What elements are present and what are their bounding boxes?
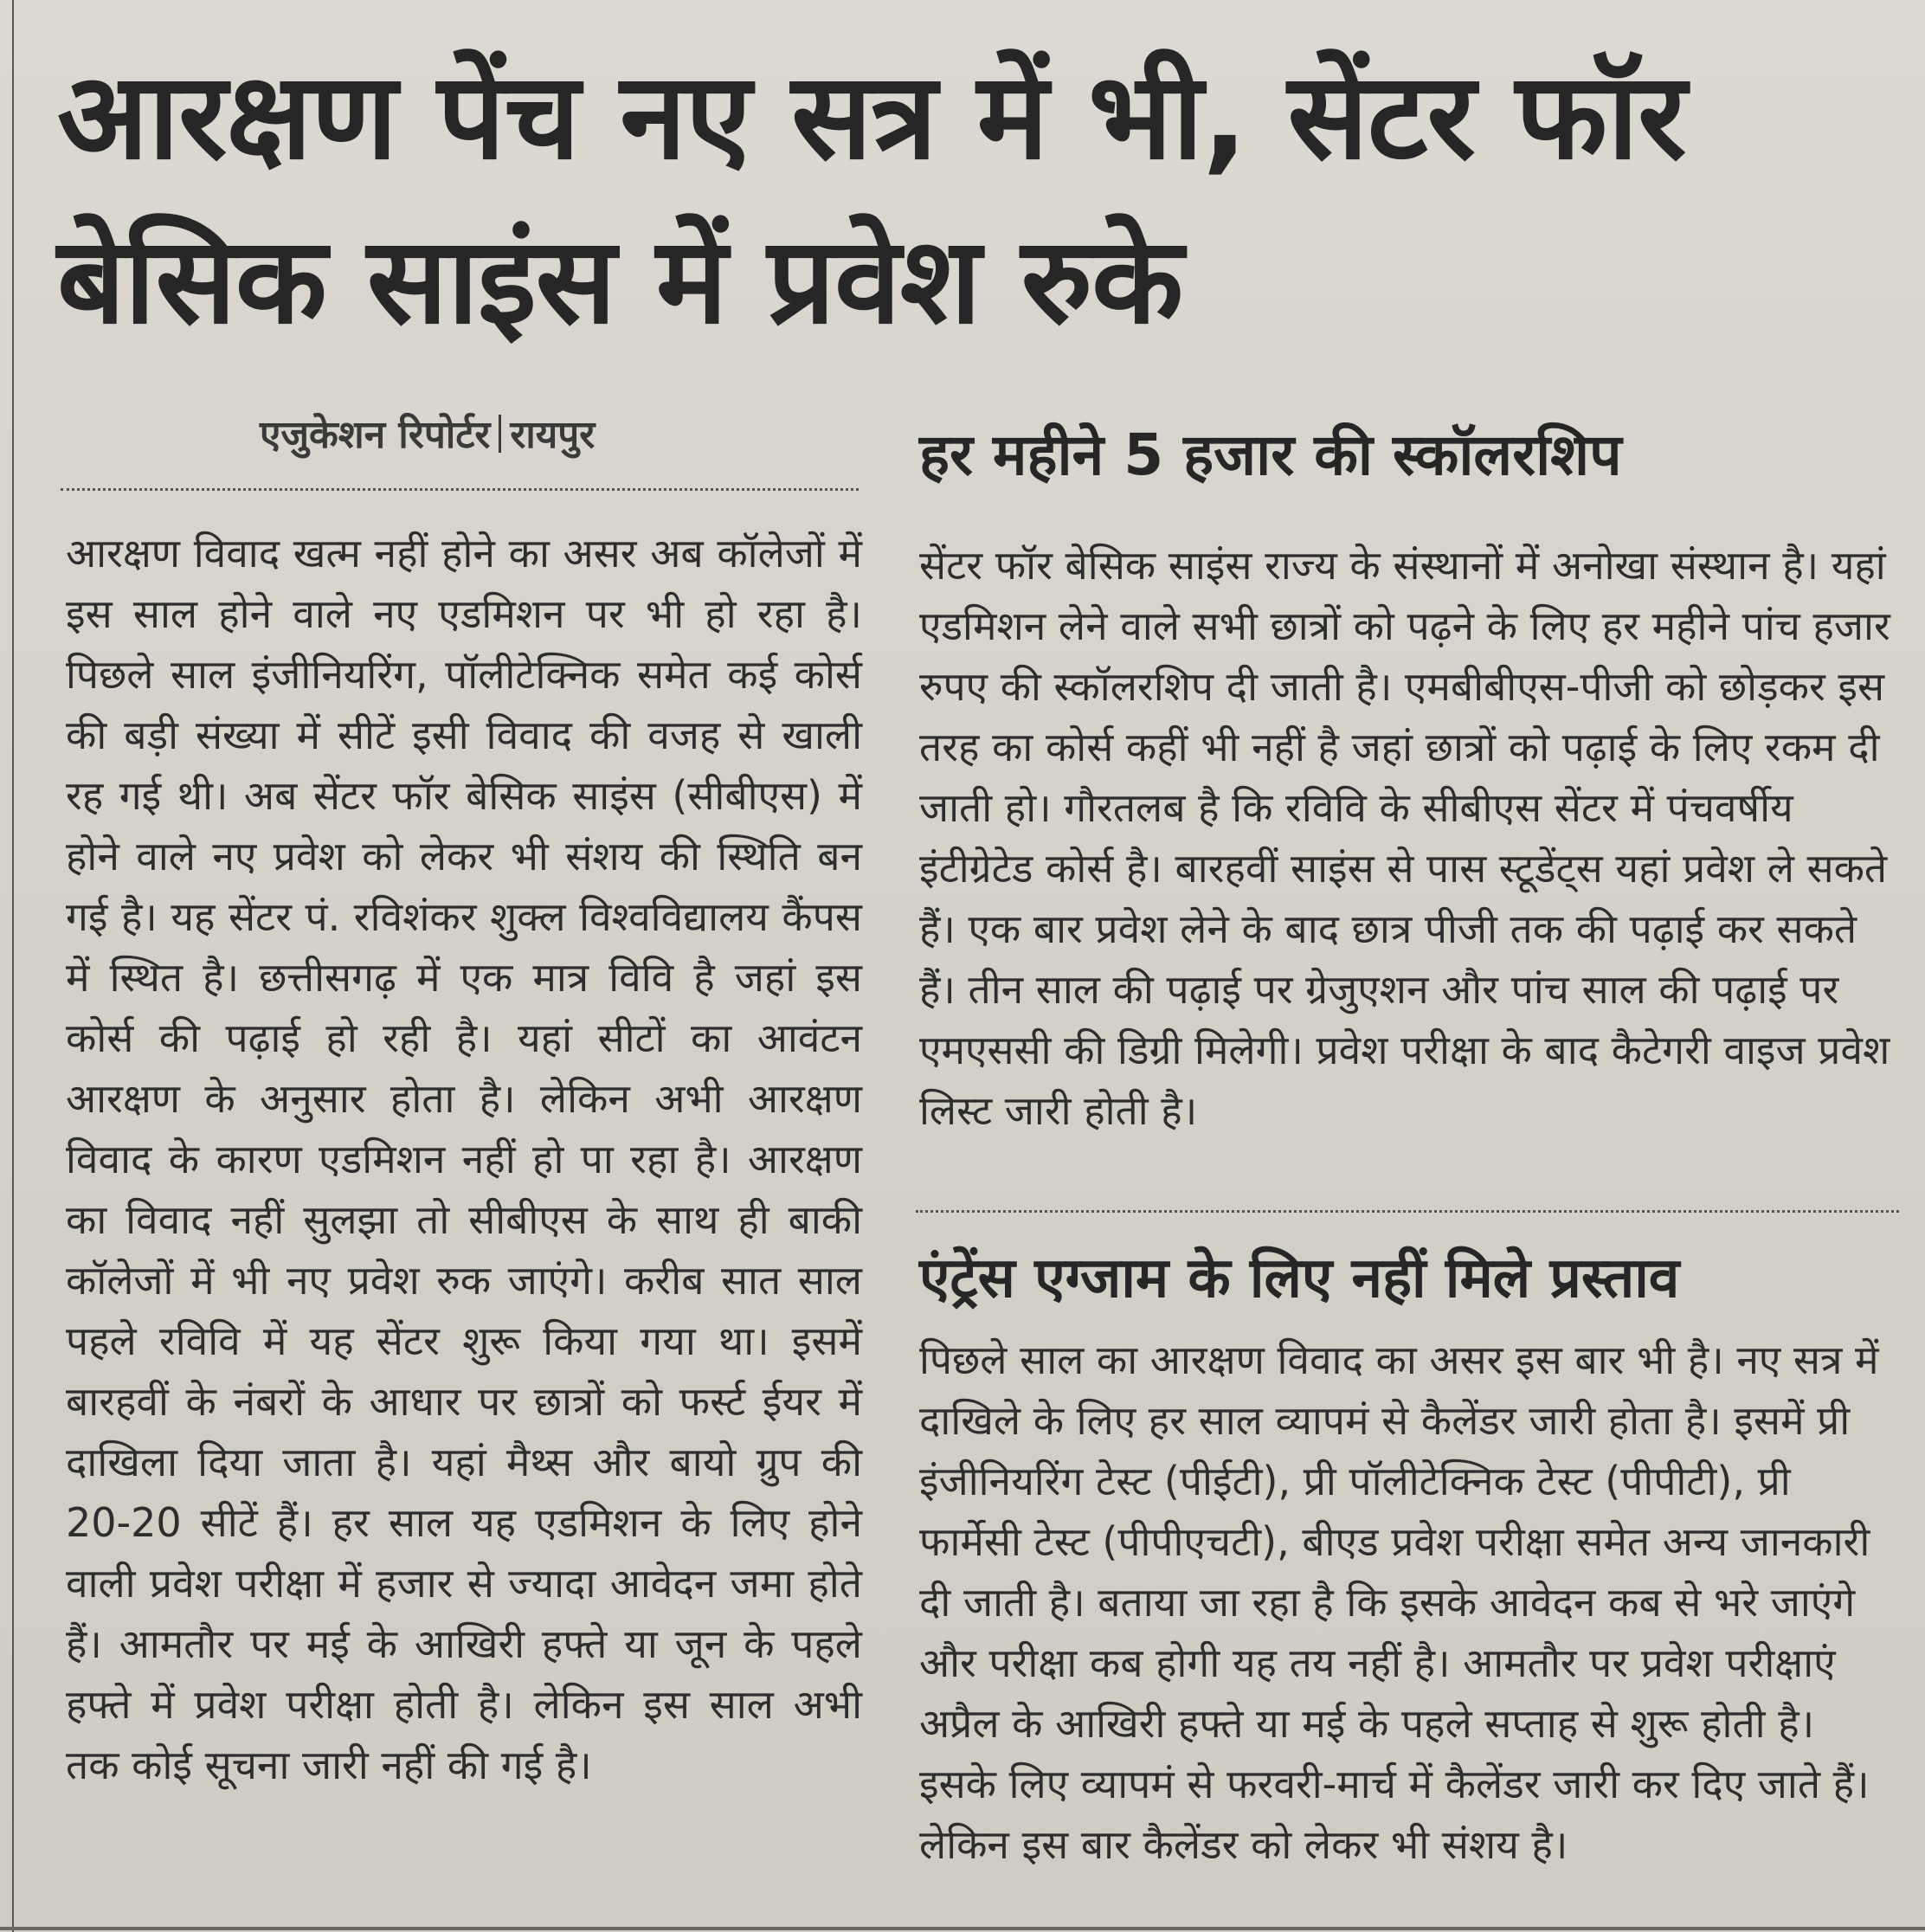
byline-divider	[61, 488, 859, 491]
entrance-exam-text: पिछले साल का आरक्षण विवाद का असर इस बार भी है। नए सत्र में दाखिले के लिए हर साल व्यापमं से कैलेंडर जारी होता है। इसमें प्री इंजीनियरिंग टेस्ट (पीईटी), प्री पॉलीटेक्निक टेस्ट (पीपीटी), प्री फार्मेसी टेस्ट (पीपीएचटी), बीएड प्रवेश परीक्षा समेत अन्य जानकारी दी जाती है। बताया जा रहा है कि इसके आवेदन कब से भरे जाएंगे और परीक्षा कब होगी यह तय नहीं है। आमतौर पर प्रवेश परीक्षाएं अप्रैल के आखिरी हफ्ते या मई के पहले सप्ताह से शुरू होती है। इसके लिए व्यापमं से फरवरी-मार्च में कैलेंडर जारी कर दिए जाते हैं। लेकिन इस बार कैलेंडर को लेकर भी संशय है।	[919, 1336, 1879, 1868]
bottom-rule	[0, 1927, 1925, 1930]
byline	[260, 407, 866, 459]
scholarship-heading: हर महीने 5 हजार की स्कॉलरशिप	[919, 422, 1622, 488]
left-column-rule	[12, 0, 14, 1932]
headline: आरक्षण पेंच नए सत्र में भी, सेंटर फॉर बेसिक साइंस में प्रवेश रुके	[57, 47, 1686, 351]
entrance-exam-heading: एंट्रेंस एग्जाम के लिए नहीं मिले प्रस्ताव	[919, 1246, 1680, 1311]
scholarship-text: सेंटर फॉर बेसिक साइंस राज्य के संस्थानों में अनोखा संस्थान है। यहां एडमिशन लेने वाले सभी छात्रों को पढ़ने के लिए हर महीने पांच हजार रुपए की स्कॉलरशिप दी जाती है। एमबीबीएस-पीजी को छोड़कर इस तरह का कोर्स कहीं भी नहीं है जहां छात्रों को पढ़ाई के लिए रकम दी जाती हो। गौरतलब है कि रविवि के सीबीएस सेंटर में पंचवर्षीय इंटीग्रेटेड कोर्स है। बारहवीं साइंस से पास स्टूडेंट्स यहां प्रवेश ले सकते हैं। एक बार प्रवेश लेने के बाद छात्र पीजी तक की पढ़ाई कर सकते हैं। तीन साल की पढ़ाई पर ग्रेजुएशन और पांच साल की पढ़ाई पर एमएससी की डिग्री मिलेगी। प्रवेश परीक्षा के बाद कैटेगरी वाइज प्रवेश लिस्ट जारी होती है।	[919, 542, 1890, 1134]
byline-separator	[499, 415, 501, 453]
byline-reporter: एजुकेशन रिपोर्टर	[260, 413, 491, 457]
byline-city: रायपुर	[510, 413, 596, 457]
main-story-text: आरक्षण विवाद खत्म नहीं होने का असर अब कॉलेजों में इस साल होने वाले नए एडमिशन पर भी हो रहा है। पिछले साल इंजीनियरिंग, पॉलीटेक्निक समेत कई कोर्स की बड़ी संख्या में सीटें इसी विवाद की वजह से खाली रह गई थी। अब सेंटर फॉर बेसिक साइंस (सीबीएस) में होने वाले नए प्रवेश को लेकर भी संशय की स्थिति बन गई है। यह सेंटर पं. रविशंकर शुक्ल विश्वविद्यालय कैंपस में स्थित है। छत्तीसगढ़ में एक मात्र विवि है जहां इस कोर्स की पढ़ाई हो रही है। यहां सीटों का आवंटन आरक्षण के अनुसार होता है। लेकिन अभी आरक्षण विवाद के कारण एडमिशन नहीं हो पा रहा है। आरक्षण का विवाद नहीं सुलझा तो सीबीएस के साथ ही बाकी कॉलेजों में भी नए प्रवेश रुक जाएंगे। करीब सात साल पहले रविवि में यह सेंटर शुरू किया गया था। इसमें बारहवीं के नंबरों के आधार पर छात्रों को फर्स्ट ईयर में दाखिला दिया जाता है। यहां मैथ्स और बायो ग्रुप की 20-20 सीटें हैं। हर साल यह एडमिशन के लिए होने वाली प्रवेश परीक्षा में हजार से ज्यादा आवेदन जमा होते हैं। आमतौर पर मई के आखिरी हफ्ते या जून के पहले हफ्ते में प्रवेश परीक्षा होती है। लेकिन इस साल अभी तक कोई सूचना जारी नहीं की गई है।	[66, 530, 862, 1788]
section-divider	[916, 1210, 1899, 1213]
